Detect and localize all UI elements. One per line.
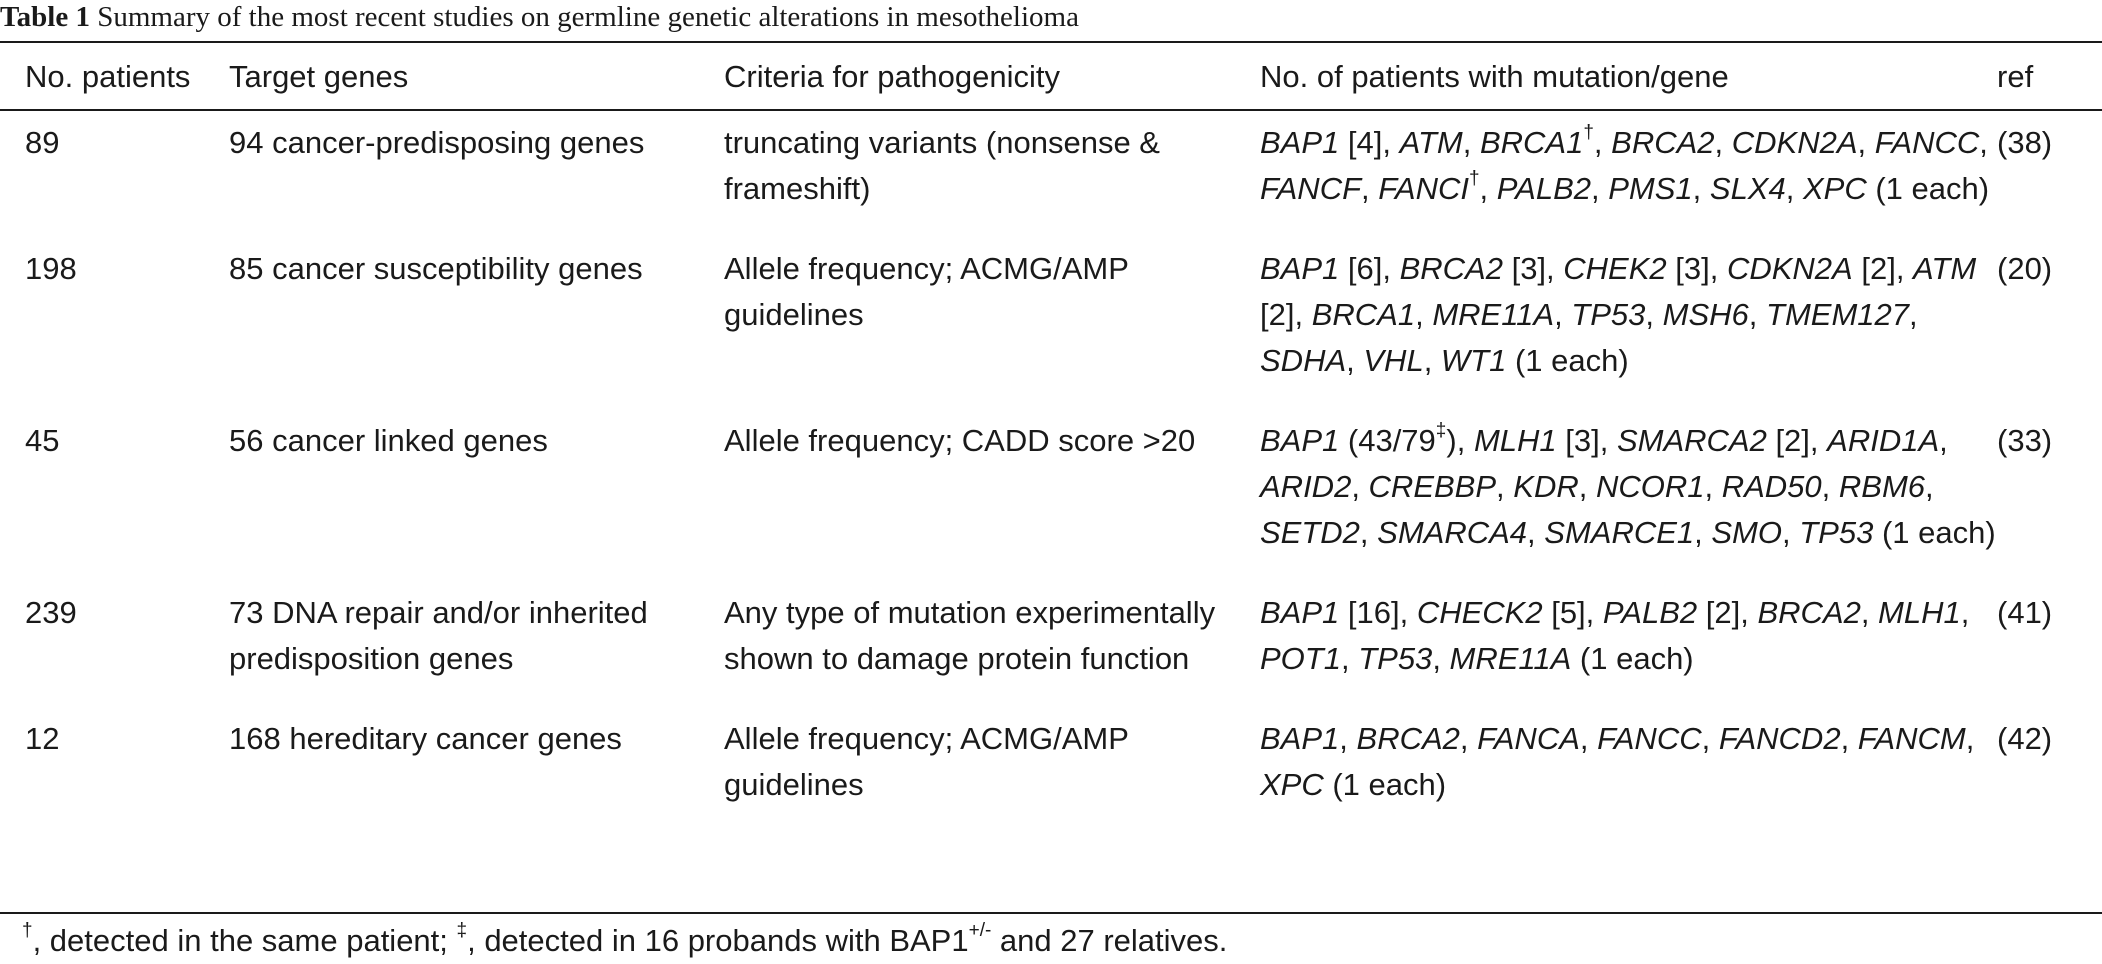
- text-run: ,: [1579, 721, 1598, 756]
- gene-name: PALB2: [1602, 595, 1698, 630]
- gene-name: SLX4: [1709, 171, 1786, 206]
- text-run: ,: [1359, 515, 1378, 550]
- gene-name: MLH1: [1878, 595, 1961, 630]
- criteria-cell: Allele frequency; CADD score >20: [724, 423, 1196, 458]
- text-run: ,: [1340, 641, 1359, 676]
- text-run: (1 each): [1866, 171, 1990, 206]
- text-run: (43/79: [1339, 423, 1436, 458]
- gene-name: BRCA1: [1311, 297, 1416, 332]
- header-cell: No. patients: [25, 59, 191, 94]
- header-cell: Target genes: [229, 59, 409, 94]
- target-genes-cell: 73 DNA repair and/or inherited predisposition genes: [229, 595, 648, 676]
- gene-name: BAP1: [1260, 721, 1340, 756]
- gene-name: FANCC: [1597, 721, 1702, 756]
- text-run: ,: [1361, 171, 1379, 206]
- gene-name: FANCA: [1477, 721, 1580, 756]
- mutations-cell: [1260, 406, 1997, 578]
- gene-name: CDKN2A: [1731, 125, 1858, 160]
- gene-name: MRE11A: [1432, 297, 1555, 332]
- bottom-rule: [0, 912, 2102, 914]
- table-title: Summary of the most recent studies on germline genetic alterations in mesothelioma: [97, 1, 1079, 33]
- ref-cell: (42): [1997, 721, 2053, 756]
- text-run: , detected in the same patient;: [32, 923, 457, 958]
- target-genes-cell: 168 hereditary cancer genes: [229, 721, 622, 756]
- footnote-mark: †: [1468, 167, 1480, 189]
- gene-name: FANCD2: [1718, 721, 1841, 756]
- text-run: ,: [1925, 469, 1934, 504]
- ref-cell: (33): [1997, 423, 2053, 458]
- text-run: ,: [1459, 721, 1478, 756]
- text-run: [3],: [1666, 251, 1727, 286]
- text-run: ,: [1694, 515, 1712, 550]
- table-row: [0, 704, 2102, 830]
- gene-name: BRCA2: [1757, 595, 1861, 630]
- text-run: ,: [1423, 343, 1441, 378]
- gene-name: TP53: [1799, 515, 1874, 550]
- table-caption: [0, 0, 1079, 34]
- text-run: [16],: [1339, 595, 1417, 630]
- text-run: [2],: [1697, 595, 1758, 630]
- gene-name: SMARCA4: [1377, 515, 1528, 550]
- text-run: ,: [1748, 297, 1767, 332]
- text-run: ,: [1346, 343, 1364, 378]
- studies-table: [0, 46, 2102, 830]
- gene-name: XPC: [1802, 171, 1867, 206]
- gene-name: TP53: [1571, 297, 1646, 332]
- gene-name: BAP1: [1260, 423, 1340, 458]
- gene-name: CDKN2A: [1726, 251, 1853, 286]
- text-run: ,: [1692, 171, 1710, 206]
- text-run: ,: [1704, 469, 1722, 504]
- gene-name: FANCC: [1874, 125, 1980, 160]
- criteria-cell: Any type of mutation experimentally shown to damage protein function: [724, 595, 1216, 676]
- target-genes-cell: 94 cancer-predisposing genes: [229, 125, 645, 160]
- gene-name: SDHA: [1260, 343, 1347, 378]
- gene-name: BAP1: [1260, 595, 1340, 630]
- patients-cell: 45: [25, 423, 60, 458]
- gene-name: SETD2: [1260, 515, 1360, 550]
- text-run: ,: [1415, 297, 1433, 332]
- text-run: and 27 relatives.: [991, 923, 1228, 958]
- gene-name: RBM6: [1838, 469, 1926, 504]
- target-genes-cell: 56 cancer linked genes: [229, 423, 548, 458]
- table-row: [0, 234, 2102, 406]
- gene-name: CREBBP: [1368, 469, 1497, 504]
- table-row: [0, 108, 2102, 234]
- header-cell: ref: [1997, 59, 2034, 94]
- text-run: ,: [1432, 641, 1450, 676]
- gene-name: MRE11A: [1449, 641, 1572, 676]
- text-run: , detected in 16 probands with BAP1: [467, 923, 969, 958]
- patients-cell: 89: [25, 125, 60, 160]
- criteria-cell: Allele frequency; ACMG/AMP guidelines: [724, 721, 1129, 802]
- footnote-mark: †: [1583, 121, 1594, 143]
- text-run: ,: [1979, 125, 1988, 160]
- top-rule: [0, 41, 2102, 43]
- criteria-cell: truncating variants (nonsense & frameshift): [724, 125, 1160, 206]
- gene-name: TMEM127: [1766, 297, 1909, 332]
- gene-name: BAP1: [1260, 125, 1340, 160]
- gene-name: BRCA2: [1611, 125, 1715, 160]
- gene-name: BRCA1: [1479, 125, 1584, 160]
- gene-name: RAD50: [1721, 469, 1822, 504]
- text-run: ,: [1578, 469, 1596, 504]
- gene-name: FANCM: [1857, 721, 1966, 756]
- text-run: ,: [1527, 515, 1545, 550]
- patients-cell: 198: [25, 251, 77, 286]
- text-run: [2],: [1766, 423, 1828, 458]
- mutations-cell: [1260, 704, 1997, 830]
- gene-name: BAP1: [1260, 251, 1340, 286]
- table-footnote: [22, 918, 1227, 964]
- text-run: ,: [1909, 297, 1918, 332]
- criteria-cell: Allele frequency; ACMG/AMP guidelines: [724, 251, 1129, 332]
- text-run: (1 each): [1506, 343, 1629, 378]
- table-row: [0, 578, 2102, 704]
- header-row: [0, 46, 2102, 108]
- gene-name: VHL: [1363, 343, 1424, 378]
- text-run: [3],: [1556, 423, 1617, 458]
- gene-name: KDR: [1513, 469, 1579, 504]
- gene-name: POT1: [1260, 641, 1341, 676]
- text-run: ,: [1339, 721, 1357, 756]
- gene-name: CHECK2: [1416, 595, 1543, 630]
- gene-name: ATM: [1913, 251, 1977, 286]
- target-genes-cell: 85 cancer susceptibility genes: [229, 251, 643, 286]
- text-run: ,: [1591, 171, 1609, 206]
- text-run: ,: [1939, 423, 1948, 458]
- gene-name: SMO: [1711, 515, 1782, 550]
- gene-name: WT1: [1440, 343, 1507, 378]
- text-run: [6],: [1339, 251, 1400, 286]
- text-run: (1 each): [1323, 767, 1447, 802]
- text-run: ,: [1857, 125, 1875, 160]
- gene-name: PMS1: [1608, 171, 1693, 206]
- ref-cell: (41): [1997, 595, 2053, 630]
- footnote-mark: ‡: [1435, 419, 1447, 441]
- text-run: (1 each): [1873, 515, 1996, 550]
- footnote-mark: ‡: [456, 919, 468, 941]
- footnote-mark: +/-: [968, 919, 992, 941]
- patients-cell: 239: [25, 595, 77, 630]
- gene-name: BRCA2: [1399, 251, 1503, 286]
- text-run: ,: [1785, 171, 1803, 206]
- text-run: ,: [1554, 297, 1572, 332]
- footnote-mark: †: [22, 919, 33, 941]
- table-label: Table 1: [0, 1, 90, 33]
- gene-name: ARID1A: [1827, 423, 1940, 458]
- gene-name: FANCI: [1378, 171, 1469, 206]
- text-run: [3],: [1502, 251, 1564, 286]
- text-run: ,: [1960, 595, 1970, 630]
- mutations-cell: [1260, 578, 1997, 704]
- text-run: ,: [1782, 515, 1800, 550]
- text-run: ),: [1446, 423, 1474, 458]
- gene-name: SMARCE1: [1544, 515, 1695, 550]
- table-row: [0, 406, 2102, 578]
- text-run: (1 each): [1571, 641, 1694, 676]
- gene-name: MSH6: [1662, 297, 1749, 332]
- gene-name: CHEK2: [1563, 251, 1667, 286]
- patients-cell: 12: [25, 721, 60, 756]
- text-run: [2],: [1260, 297, 1312, 332]
- text-run: [5],: [1542, 595, 1603, 630]
- mutations-cell: [1260, 108, 1997, 234]
- gene-name: ARID2: [1260, 469, 1352, 504]
- text-run: ,: [1593, 125, 1612, 160]
- text-run: [2],: [1852, 251, 1914, 286]
- text-run: ,: [1496, 469, 1514, 504]
- gene-name: TP53: [1358, 641, 1433, 676]
- text-run: ,: [1645, 297, 1663, 332]
- mutations-cell: [1260, 234, 1997, 406]
- text-run: ,: [1701, 721, 1719, 756]
- header-cell: Criteria for pathogenicity: [724, 59, 1060, 94]
- ref-cell: (38): [1997, 125, 2053, 160]
- gene-name: NCOR1: [1595, 469, 1705, 504]
- text-run: ,: [1462, 125, 1480, 160]
- gene-name: PALB2: [1496, 171, 1591, 206]
- gene-name: ATM: [1399, 125, 1463, 160]
- ref-cell: (20): [1997, 251, 2053, 286]
- gene-name: FANCF: [1260, 171, 1362, 206]
- text-run: ,: [1860, 595, 1879, 630]
- text-run: ,: [1351, 469, 1369, 504]
- text-run: ,: [1821, 469, 1839, 504]
- gene-name: SMARCA2: [1616, 423, 1767, 458]
- gene-name: BRCA2: [1356, 721, 1460, 756]
- gene-name: MLH1: [1473, 423, 1557, 458]
- gene-name: XPC: [1260, 767, 1324, 802]
- text-run: ,: [1840, 721, 1858, 756]
- text-run: ,: [1714, 125, 1732, 160]
- header-cell: No. of patients with mutation/gene: [1260, 59, 1729, 94]
- text-run: ,: [1479, 171, 1497, 206]
- text-run: ,: [1965, 721, 1975, 756]
- text-run: [4],: [1339, 125, 1400, 160]
